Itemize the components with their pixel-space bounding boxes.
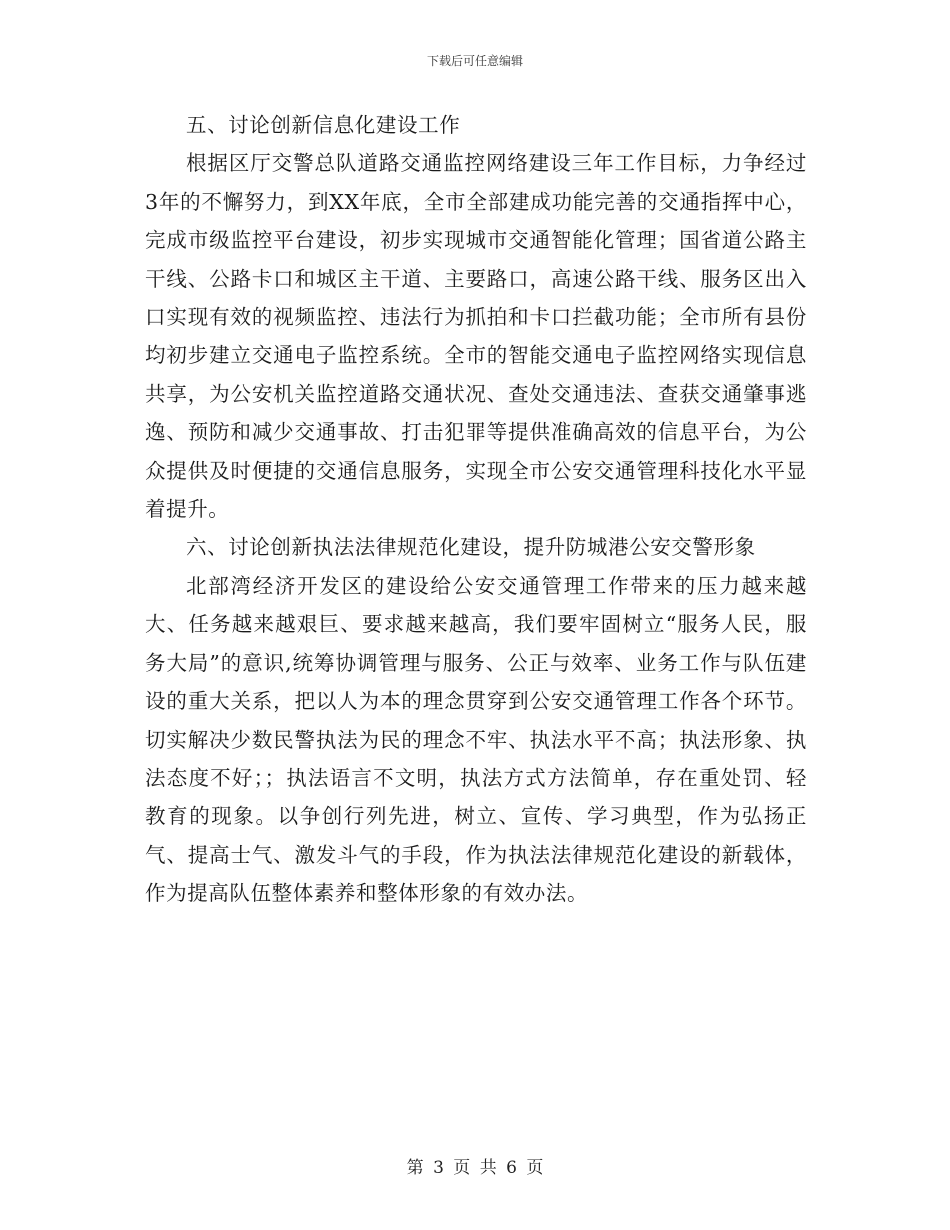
document-body bbox=[145, 106, 807, 913]
section-heading-5: 五、讨论创新信息化建设工作 bbox=[186, 113, 461, 137]
page-header-note: 下载后可任意编辑 bbox=[426, 54, 523, 68]
page-number-footer: 第 3 页 共 6 页 bbox=[406, 1158, 544, 1178]
section-paragraph-6: 北部湾经济开发区的建设给公安交通管理工作带来的压力越来越大、任务越来越艰巨、要求越来越高，我们要牢固树立“服务人民，服务大局”的意识,统筹协调管理与服务、公正与效率、业务工作与队伍建设的重大关系，把以人为本的理念贯穿到公安交通管理工作各个环节。切实解决少数民警执法为民的理念不牢、执法水平不高；执法形象、执法态度不好；；执法语言不文明，执法方式方法简单，存在重处罚、轻教育的现象。以争创行列先进，树立、宣传、学习典型，作为弘扬正气、提高士气、激发斗气的手段，作为执法法律规范化建设的新载体，作为提高队伍整体素养和整体形象的有效办法。 bbox=[145, 573, 807, 906]
section-paragraph-5: 根据区厅交警总队道路交通监控网络建设三年工作目标，力争经过3年的不懈努力，到XX年底，全市全部建成功能完善的交通指挥中心，完成市级监控平台建设，初步实现城市交通智能化管理；国省道公路主干线、公路卡口和城区主干道、主要路口，高速公路干线、服务区出入口实现有效的视频监控、违法行为抓拍和卡口拦截功能；全市所有县份均初步建立交通电子监控系统。全市的智能交通电子监控网络实现信息共享，为公安机关监控道路交通状况、查处交通违法、查获交通肇事逃逸、预防和减少交通事故、打击犯罪等提供准确高效的信息平台，为公众提供及时便捷的交通信息服务，实现全市公安交通管理科技化水平显着提升。 bbox=[145, 151, 807, 522]
section-heading-6: 六、讨论创新执法法律规范化建设，提升防城港公安交警形象 bbox=[186, 535, 756, 560]
